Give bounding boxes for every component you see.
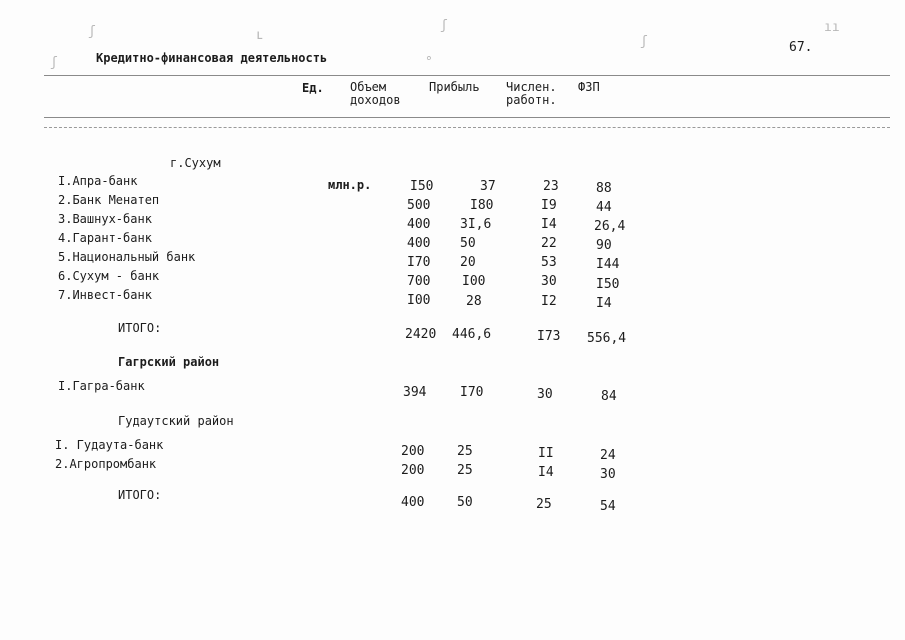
scan-mark: ʟ xyxy=(256,28,264,43)
column-header-revenue-line2: доходов xyxy=(350,93,401,107)
cell-profit: 25 xyxy=(457,463,473,478)
cell-revenue: 394 xyxy=(403,385,427,400)
total-payroll: 54 xyxy=(600,499,616,514)
header-top-rule xyxy=(44,75,890,76)
column-header-profit: Прибыль xyxy=(429,80,480,94)
bank-name: 4.Гарант-банк xyxy=(58,231,152,245)
cell-staff: I4 xyxy=(541,217,557,232)
column-header-unit: Ед. xyxy=(302,81,324,95)
scan-mark: ʃ xyxy=(640,34,648,49)
cell-payroll: 84 xyxy=(601,389,617,404)
cell-payroll: 24 xyxy=(600,448,616,463)
cell-payroll: I50 xyxy=(596,277,620,292)
cell-staff: I9 xyxy=(541,198,557,213)
total-profit: 50 xyxy=(457,495,473,510)
cell-revenue: 400 xyxy=(407,217,431,232)
cell-profit: 20 xyxy=(460,255,476,270)
cell-payroll: I44 xyxy=(596,257,620,272)
cell-staff: I4 xyxy=(538,465,554,480)
cell-staff: 53 xyxy=(541,255,557,270)
section-heading: Гагрский район xyxy=(118,355,220,369)
bank-name: 6.Сухум - банк xyxy=(58,269,160,283)
cell-staff: I2 xyxy=(541,294,557,309)
column-header-staff-line2: работн. xyxy=(506,93,557,107)
unit-label: млн.р. xyxy=(328,178,372,192)
bank-name: 2.Агропромбанк xyxy=(55,457,157,471)
bank-name: 7.Инвест-банк xyxy=(58,288,152,302)
cell-staff: 22 xyxy=(541,236,557,251)
cell-profit: I80 xyxy=(470,198,494,213)
cell-revenue: 500 xyxy=(407,198,431,213)
cell-profit: I00 xyxy=(462,274,486,289)
section-heading: г.Сухум xyxy=(170,156,221,170)
total-profit: 446,6 xyxy=(452,327,492,342)
total-revenue: 400 xyxy=(401,495,425,510)
cell-payroll: 44 xyxy=(596,200,612,215)
cell-profit: 37 xyxy=(480,179,496,194)
cell-staff: 30 xyxy=(541,274,557,289)
cell-payroll: 26,4 xyxy=(594,219,626,234)
bank-name: I.Гагра-банк xyxy=(58,379,145,393)
column-header-payroll: ФЗП xyxy=(578,80,600,94)
bank-name: 2.Банк Менатеп xyxy=(58,193,160,207)
total-staff: 25 xyxy=(536,497,552,512)
bank-name: 5.Национальный банк xyxy=(58,250,196,264)
total-payroll: 556,4 xyxy=(587,331,627,346)
bank-name: I. Гудаута-банк xyxy=(55,438,164,452)
page-number: 67. xyxy=(789,40,813,55)
total-revenue: 2420 xyxy=(405,327,437,342)
cell-profit: 3I,6 xyxy=(460,217,492,232)
cell-payroll: 30 xyxy=(600,467,616,482)
cell-revenue: 400 xyxy=(407,236,431,251)
cell-profit: 50 xyxy=(460,236,476,251)
section-heading: Гудаутский район xyxy=(118,414,234,428)
column-header-staff-line1: Числен. xyxy=(506,80,557,94)
column-header-revenue-line1: Объем xyxy=(350,80,387,94)
header-bottom-rule-2 xyxy=(44,127,890,128)
total-staff: I73 xyxy=(537,329,561,344)
scan-mark: ʃ xyxy=(440,18,448,33)
total-label: ИТОГО: xyxy=(118,321,162,335)
cell-payroll: I4 xyxy=(596,296,612,311)
cell-staff: II xyxy=(538,446,554,461)
cell-revenue: 200 xyxy=(401,444,425,459)
scan-mark: ʃ xyxy=(50,55,58,70)
scan-mark: ıı xyxy=(824,20,840,35)
total-label: ИТОГО: xyxy=(118,488,162,502)
cell-profit: 28 xyxy=(466,294,482,309)
cell-staff: 23 xyxy=(543,179,559,194)
cell-revenue: 700 xyxy=(407,274,431,289)
cell-payroll: 88 xyxy=(596,181,612,196)
scan-mark: ʃ xyxy=(88,24,96,39)
cell-revenue: I50 xyxy=(410,179,434,194)
cell-profit: 25 xyxy=(457,444,473,459)
document-title: Кредитно-финансовая деятельность xyxy=(96,51,328,65)
cell-profit: I70 xyxy=(460,385,484,400)
cell-revenue: I70 xyxy=(407,255,431,270)
cell-revenue: 200 xyxy=(401,463,425,478)
bank-name: I.Апра-банк xyxy=(58,174,138,188)
bank-name: 3.Вашнух-банк xyxy=(58,212,152,226)
cell-revenue: I00 xyxy=(407,293,431,308)
header-bottom-rule xyxy=(44,117,890,118)
cell-staff: 30 xyxy=(537,387,553,402)
scan-mark: ° xyxy=(425,55,433,70)
cell-payroll: 90 xyxy=(596,238,612,253)
